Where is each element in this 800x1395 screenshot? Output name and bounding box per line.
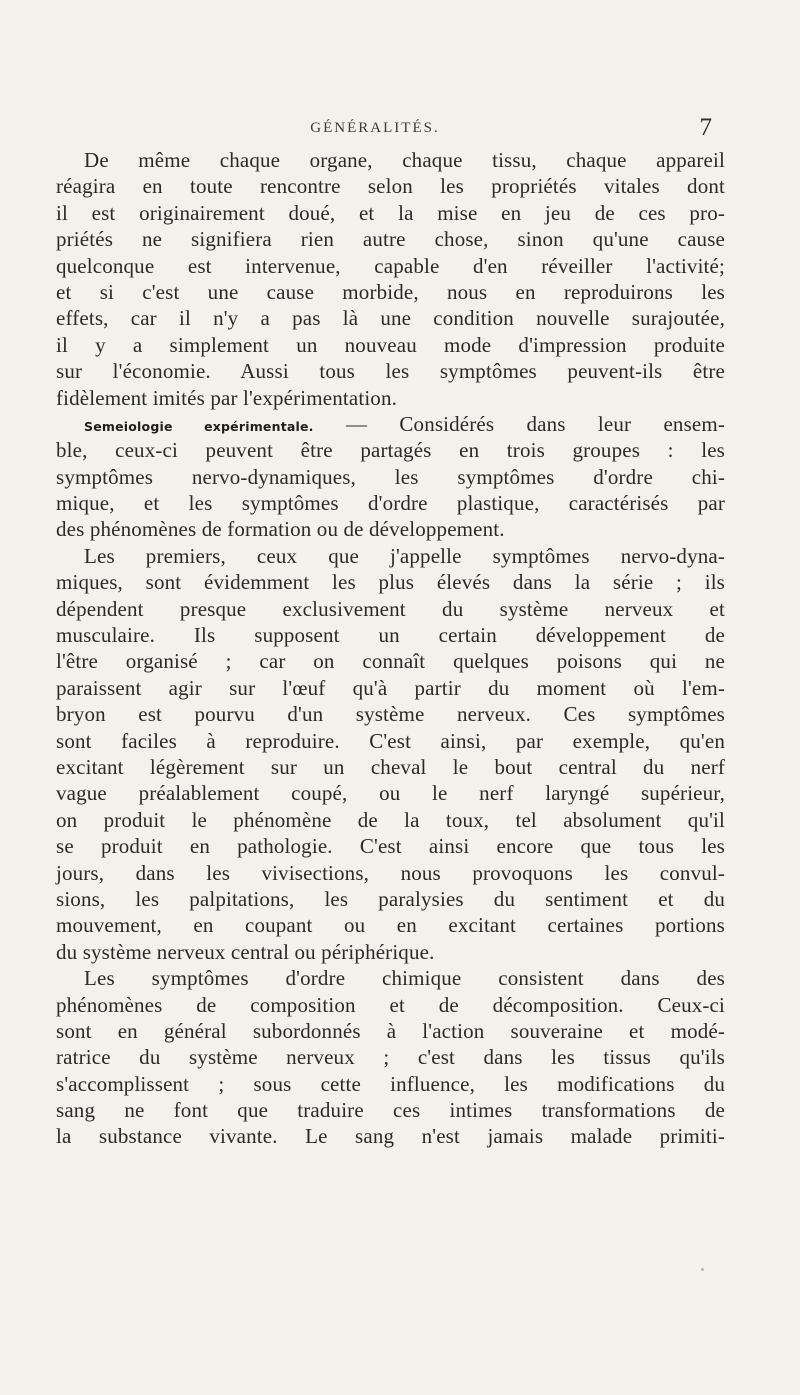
text-line: excitant légèrement sur un cheval le bout central du nerf xyxy=(56,754,725,779)
text-line: jours, dans les vivisections, nous provoquons les convul- xyxy=(56,860,725,885)
text-line: s'accomplissent ; sous cette influence, les modifications du xyxy=(56,1071,725,1096)
text-line: miques, sont évidemment les plus élevés dans la série ; ils xyxy=(56,570,725,595)
text-line: mique, et les symptômes d'ordre plastique, caractérisés par xyxy=(56,491,725,516)
text-line: sont faciles à reproduire. C'est ainsi, par exemple, qu'en xyxy=(56,728,725,753)
text-line: on produit le phénomène de la toux, tel absolument qu'il xyxy=(56,807,725,832)
text-line: Les premiers, ceux que j'appelle symptômes nervo-dyna- xyxy=(84,543,725,568)
paragraph xyxy=(56,411,725,543)
text-line: et si c'est une cause morbide, nous en reproduirons les xyxy=(56,279,725,304)
section-heading: Semeiologie expérimentale. xyxy=(84,418,314,434)
text-line: ble, ceux-ci peuvent être partagés en trois groupes : les xyxy=(56,438,725,463)
text-line: sang ne font que traduire ces intimes transformations de xyxy=(56,1098,725,1123)
text-line: musculaire. Ils supposent un certain développement de xyxy=(56,623,725,648)
text-line: des phénomènes de formation ou de développement. xyxy=(56,517,505,542)
running-head xyxy=(0,114,800,142)
text-line: quelconque est intervenue, capable d'en réveiller l'activité; xyxy=(56,253,725,278)
text-line: sont en général subordonnés à l'action souveraine et modé- xyxy=(56,1018,725,1043)
text-line xyxy=(56,411,725,437)
page-number: 7 xyxy=(699,114,712,141)
body-text xyxy=(56,147,725,1150)
text-line: il y a simplement un nouveau mode d'impression produite xyxy=(56,332,725,357)
text-line: sur l'économie. Aussi tous les symptômes peuvent-ils être xyxy=(56,359,725,384)
text-line: bryon est pourvu d'un système nerveux. Ces symptômes xyxy=(56,702,725,727)
running-title: GÉNÉRALITÉS. xyxy=(310,120,440,136)
text-line: ratrice du système nerveux ; c'est dans les tissus qu'ils xyxy=(56,1045,725,1070)
text-line: vague préalablement coupé, ou le nerf laryngé supérieur, xyxy=(56,781,725,806)
text-line: effets, car il n'y a pas là une condition nouvelle surajoutée, xyxy=(56,306,725,331)
text-line: la substance vivante. Le sang n'est jamais malade primiti- xyxy=(56,1124,725,1149)
text-line: mouvement, en coupant ou en excitant certaines portions xyxy=(56,913,725,938)
text-line: De même chaque organe, chaque tissu, chaque appareil xyxy=(84,148,725,172)
text-line: sions, les palpitations, les paralysies du sentiment et du xyxy=(56,886,725,911)
paragraph xyxy=(56,965,725,1150)
paragraph xyxy=(56,147,725,411)
paragraph xyxy=(56,543,725,965)
text-line: dépendent presque exclusivement du système nerveux et xyxy=(56,596,725,621)
text-line: du système nerveux central ou périphérique. xyxy=(56,939,435,964)
text-line: réagira en toute rencontre selon les propriétés vitales dont xyxy=(56,174,725,199)
text-line: symptômes nervo-dynamiques, les symptômes d'ordre chi- xyxy=(56,464,725,489)
text-line: paraissent agir sur l'œuf qu'à partir du moment où l'em- xyxy=(56,675,725,700)
text-line: se produit en pathologie. C'est ainsi encore que tous les xyxy=(56,834,725,859)
text-line: phénomènes de composition et de décomposition. Ceux-ci xyxy=(56,992,725,1017)
text-line: fidèlement imités par l'expérimentation. xyxy=(56,385,398,410)
text-line: il est originairement doué, et la mise en jeu de ces pro- xyxy=(56,200,725,225)
heading-continuation: — Considérés dans leur ensem- xyxy=(313,411,725,436)
text-line: priétés ne signifiera rien autre chose, sinon qu'une cause xyxy=(56,227,725,252)
text-line: Les symptômes d'ordre chimique consistent dans des xyxy=(84,966,725,991)
paper-speck xyxy=(701,1268,704,1271)
text-line: l'être organisé ; car on connaît quelques poisons qui ne xyxy=(56,649,725,674)
